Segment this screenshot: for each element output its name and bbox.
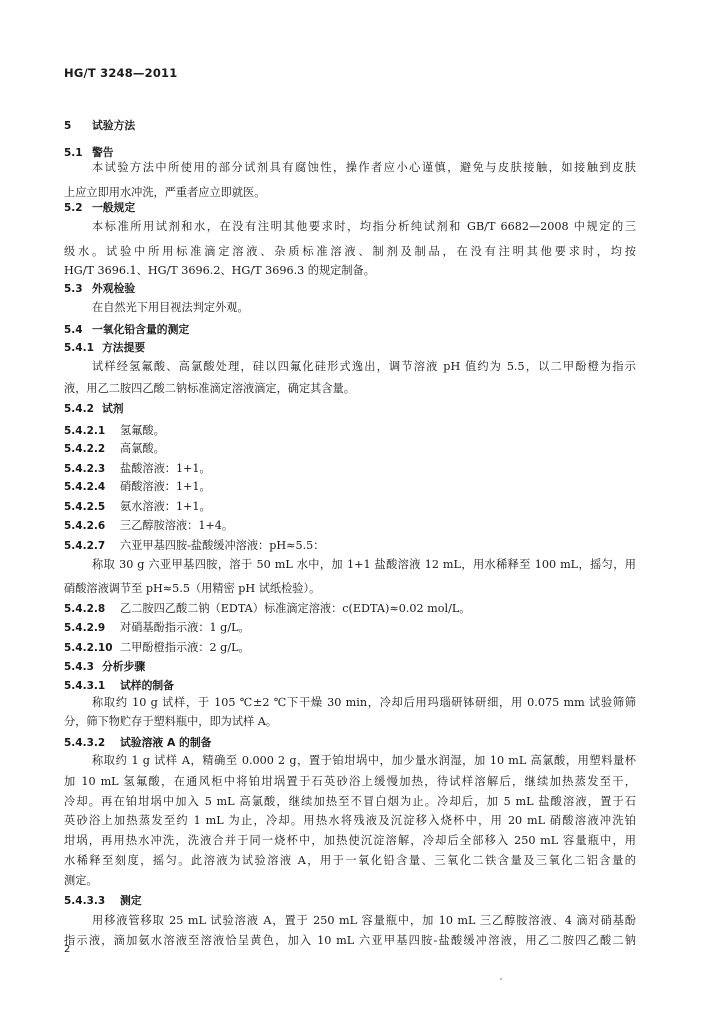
section-heading (64, 401, 636, 417)
paragraph-line: 水稀释至刻度，摇匀。此溶液为试验溶液 A，用于一氧化铅含量、三氧化二铁含量及三氧化二铝含量的 (64, 854, 636, 867)
paragraph-line: 称取约 10 g 试样，于 105 ℃±2 ℃下干燥 30 min，冷却后用玛瑙研钵研细，用 0.075 mm 试验筛筛 (92, 696, 636, 709)
clause-title: 测定 (120, 894, 142, 907)
paragraph-line: 分，筛下物贮存于塑料瓶中，即为试样 A。 (64, 715, 278, 728)
paragraph-line: 加 10 mL 氢氟酸，在通风柜中将铂坩埚置于石英砂浴上缓慢加热，待试样溶解后，继续加热蒸发至干， (64, 775, 636, 788)
section-heading (64, 118, 636, 134)
reagent-item (64, 601, 636, 617)
clause-number: 5.4.2.3 (64, 463, 106, 475)
clause-title: 试剂 (102, 402, 124, 415)
section-heading (64, 200, 636, 216)
clause-number: 5.4.2.4 (64, 481, 106, 493)
clause-title: 一般规定 (92, 201, 136, 214)
clause-number: 5 (64, 120, 72, 132)
item-text: 二甲酚橙指示液：2 g/L。 (120, 641, 250, 654)
clause-number: 5.4.3.2 (64, 737, 106, 749)
clause-number: 5.4.3 (64, 661, 94, 673)
clause-number: 5.3 (64, 283, 83, 295)
item-text: 三乙醇胺溶液：1+4。 (120, 519, 234, 532)
paragraph-line: 硝酸溶液调节至 pH≈5.5（用精密 pH 试纸检验）。 (64, 582, 321, 595)
item-text: 盐酸溶液：1+1。 (120, 462, 211, 475)
paragraph-line: 冷却。再在铂坩埚中加入 5 mL 高氯酸，继续加热至不冒白烟为止。冷却后，加 5 mL 盐酸溶液，置于石 (64, 795, 636, 808)
paragraph-line: 本标准所用试剂和水，在没有注明其他要求时，均指分析纯试剂和 GB/T 6682—2008 中规定的三 (92, 220, 636, 233)
page-number: 2 (64, 944, 71, 955)
reagent-item (64, 479, 636, 495)
paragraph-line: 指示液，滴加氨水溶液至溶液恰呈黄色，加入 10 mL 六亚甲基四胺-盐酸缓冲溶液，用乙二胺四乙酸二钠 (64, 934, 636, 947)
item-text: 高氯酸。 (120, 442, 165, 455)
paragraph-line: 称取约 1 g 试样 A，精确至 0.000 2 g，置于铂坩埚中，加少量水润湿，加 10 mL 高氯酸，用塑料量杯 (92, 754, 636, 767)
item-text: 硝酸溶液：1+1。 (120, 480, 211, 493)
clause-number: 5.4.2.2 (64, 443, 106, 455)
clause-number: 5.4.2.6 (64, 520, 106, 532)
clause-number: 5.4.3.1 (64, 680, 106, 692)
reagent-item (64, 640, 636, 656)
reagent-item (64, 423, 636, 439)
paragraph-line: 上应立即用水冲洗，严重者应立即就医。 (64, 186, 266, 199)
reagent-item (64, 620, 636, 636)
reagent-item (64, 499, 636, 515)
item-text: 氢氟酸。 (120, 424, 165, 437)
clause-title: 方法提要 (102, 341, 146, 354)
clause-number: 5.4.2.9 (64, 622, 106, 634)
paragraph-line: 级水。试验中所用标准滴定溶液、杂质标准溶液、制剂及制品，在没有注明其他要求时，均按 (64, 245, 636, 258)
clause-number: 5.4.1 (64, 342, 94, 354)
paragraph-line: 本试验方法中所使用的部分试剂具有腐蚀性，操作者应小心谨慎，避免与皮肤接触，如接触到皮肤 (92, 161, 636, 174)
paragraph-line: 试样经氢氟酸、高氯酸处理，硅以四氟化硅形式逸出，调节溶液 pH 值约为 5.5，以二甲酚橙为指示 (92, 360, 636, 373)
reagent-item (64, 518, 636, 534)
section-heading (64, 281, 636, 297)
standard-code-header: HG/T 3248—2011 (64, 66, 178, 80)
clause-number: 5.2 (64, 202, 83, 214)
clause-title: 试验方法 (92, 119, 136, 132)
clause-number: 5.4.2.7 (64, 540, 106, 552)
section-heading (64, 340, 636, 356)
section-heading (64, 678, 636, 694)
item-text: 对硝基酚指示液：1 g/L。 (120, 621, 250, 634)
paragraph-line: 用移液管移取 25 mL 试验溶液 A，置于 250 mL 容量瓶中，加 10 mL 三乙醇胺溶液、4 滴对硝基酚 (92, 914, 636, 927)
section-heading (64, 893, 636, 909)
clause-title: 警告 (92, 146, 114, 159)
paragraph-line: 在自然光下用目视法判定外观。 (92, 301, 249, 314)
clause-title: 外观检验 (92, 282, 136, 295)
clause-title: 一氧化铅含量的测定 (92, 323, 190, 336)
section-heading (64, 145, 636, 161)
clause-number: 5.4 (64, 324, 83, 336)
reagent-item (64, 538, 636, 554)
paragraph-line: 坩埚，再用热水冲洗，洗液合并于同一烧杯中，加热使沉淀溶解，冷却后全部移入 250 mL 容量瓶中，用 (64, 834, 636, 847)
clause-number: 5.1 (64, 147, 83, 159)
clause-title: 分析步骤 (102, 660, 146, 673)
clause-number: 5.4.2.5 (64, 501, 106, 513)
clause-number: 5.4.2.10 (64, 642, 113, 654)
section-heading (64, 322, 636, 338)
paragraph-line: 称取 30 g 六亚甲基四胺，溶于 50 mL 水中，加 1+1 盐酸溶液 12 mL，用水稀释至 100 mL，摇匀，用 (92, 558, 636, 571)
item-text: 六亚甲基四胺-盐酸缓冲溶液：pH≈5.5： (120, 539, 325, 552)
item-text: 氨水溶液：1+1。 (120, 500, 211, 513)
section-heading (64, 735, 636, 751)
reagent-item (64, 441, 636, 457)
reagent-item (64, 461, 636, 477)
paragraph-line: 液，用乙二胺四乙酸二钠标准滴定溶液滴定，确定其含量。 (64, 382, 355, 395)
paragraph-line: 英砂浴上加热蒸发至约 1 mL 为止，冷却。用热水将残液及沉淀移入烧杯中，用 20 mL 硝酸溶液冲洗铂 (64, 814, 636, 827)
scan-speck (500, 978, 502, 980)
clause-number: 5.4.2 (64, 403, 94, 415)
clause-title: 试验溶液 A 的制备 (120, 736, 212, 749)
paragraph-line: 测定。 (64, 874, 98, 887)
clause-number: 5.4.2.8 (64, 603, 106, 615)
clause-number: 5.4.3.3 (64, 895, 106, 907)
paragraph-line: HG/T 3696.1、HG/T 3696.2、HG/T 3696.3 的规定制备。 (64, 264, 375, 277)
item-text: 乙二胺四乙酸二钠（EDTA）标准滴定溶液：c(EDTA)≈0.02 mol/L。 (120, 602, 471, 615)
section-heading (64, 659, 636, 675)
clause-number: 5.4.2.1 (64, 425, 106, 437)
clause-title: 试样的制备 (120, 679, 174, 692)
